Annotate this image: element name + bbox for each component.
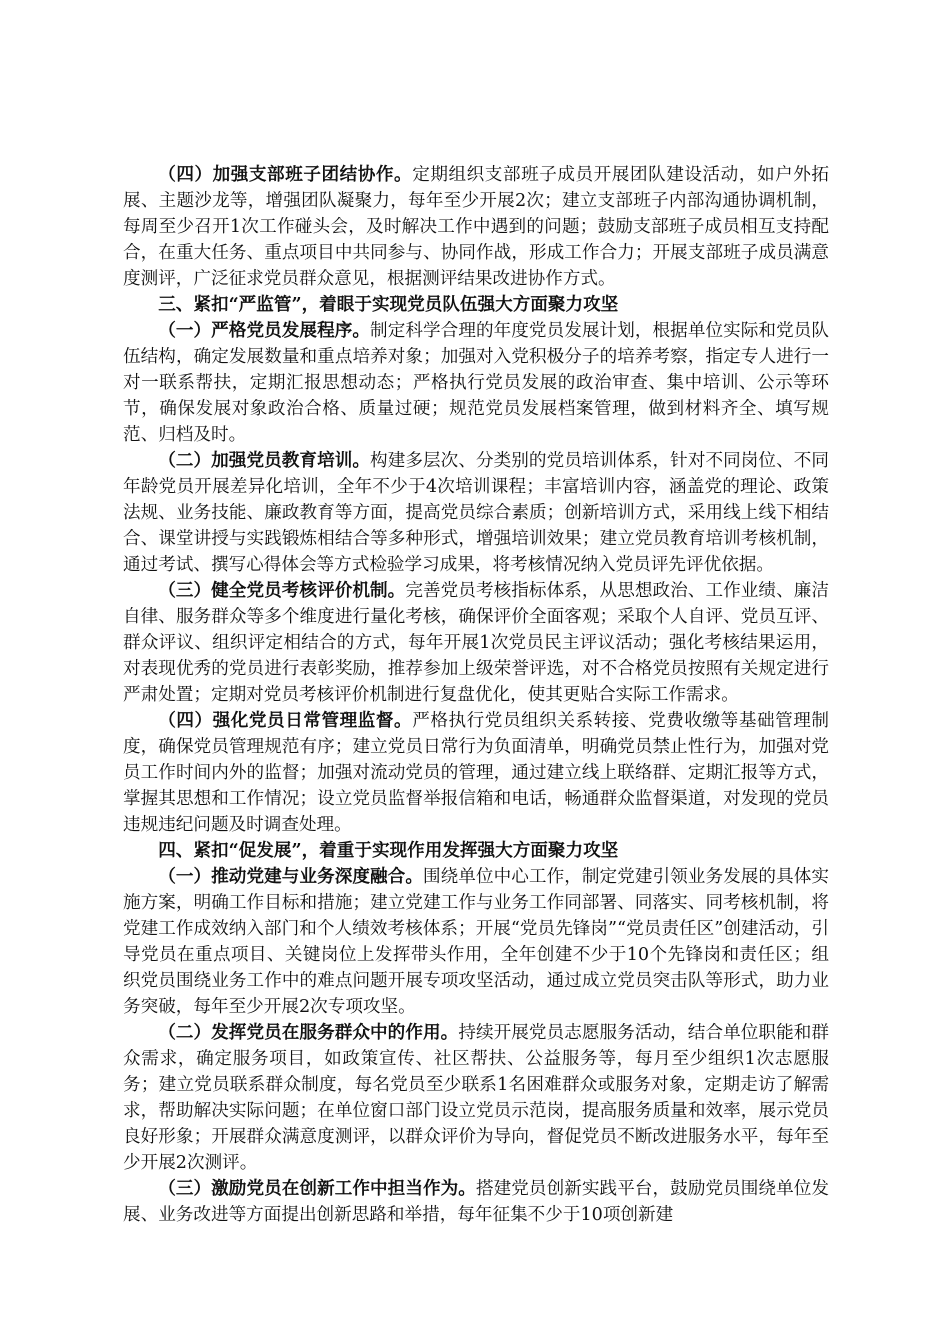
paragraph-party-business-integration	[123, 864, 829, 1020]
paragraph-lead: （四）强化党员日常管理监督。	[158, 710, 413, 731]
paragraph-text: 构建多层次、分类别的党员培训体系，针对不同岗位、不同年龄党员开展差异化培训，全年不少于4次培训课程；丰富培训内容，涵盖党的理论、政策法规、业务技能、廉政教育等方面，提高党员综合素质；创新培训方式，采用线上线下相结合、课堂讲授与实践锻炼相结合等多种形式，增强培训效果；建立党员教育培训考核机制，通过考试、撰写心得体会等方式检验学习成果，将考核情况纳入党员评先评优依据。	[123, 451, 829, 575]
paragraph-daily-supervision	[123, 708, 829, 838]
paragraph-text: 定期组织支部班子成员开展团队建设活动，如户外拓展、主题沙龙等，增强团队凝聚力，每年至少开展2次；建立支部班子内部沟通协调机制，每周至少召开1次工作碰头会，及时解决工作中遇到的问题；鼓励支部班子成员相互支持配合，在重大任务、重点项目中共同参与、协同作战，形成工作合力；开展支部班子成员满意度测评，广泛征求党员群众意见，根据测评结果改进协作方式。	[123, 165, 829, 289]
paragraph-text: 制定科学合理的年度党员发展计划，根据单位实际和党员队伍结构，确定发展数量和重点培养对象；加强对入党积极分子的培养考察，指定专人进行一对一联系帮扶，定期汇报思想动态；严格执行党员发展的政治审查、集中培训、公示等环节，确保发展对象政治合格、质量过硬；规范党员发展档案管理，做到材料齐全、填写规范、归档及时。	[123, 321, 829, 445]
paragraph-text: 严格执行党员组织关系转接、党费收缴等基础管理制度，确保党员管理规范有序；建立党员日常行为负面清单，明确党员禁止性行为，加强对党员工作时间内外的监督；加强对流动党员的管理，通过建立线上联络群、定期汇报等方式，掌握其思想和工作情况；设立党员监督举报信箱和电话，畅通群众监督渠道，对发现的党员违规违纪问题及时调查处理。	[123, 711, 829, 835]
paragraph-lead: （一）推动党建与业务深度融合。	[158, 866, 423, 887]
section-heading-three: 三、紧扣“严监管”，着眼于实现党员队伍强大方面聚力攻坚	[158, 294, 619, 315]
paragraph-text: 完善党员考核指标体系，从思想政治、工作业绩、廉洁自律、服务群众等多个维度进行量化考核，确保评价全面客观；采取个人自评、党员互评、群众评议、组织评定相结合的方式，每年开展1次党员民主评议活动；强化考核结果运用，对表现优秀的党员进行表彰奖励，推荐参加上级荣誉评选，对不合格党员按照有关规定进行严肃处置；定期对党员考核评价机制进行复盘优化，使其更贴合实际工作需求。	[123, 581, 829, 705]
paragraph-text: 持续开展党员志愿服务活动，结合单位职能和群众需求，确定服务项目，如政策宣传、社区帮扶、公益服务等，每月至少组织1次志愿服务；建立党员联系群众制度，每名党员至少联系1名困难群众或服务对象，定期走访了解需求，帮助解决实际问题；在单位窗口部门设立党员示范岗，提高服务质量和效率，展示党员良好形象；开展群众满意度测评，以群众评价为导向，督促党员不断改进服务水平，每年至少开展2次测评。	[123, 1023, 829, 1173]
paragraph-lead: （三）激励党员在创新工作中担当作为。	[158, 1178, 476, 1199]
paragraph-lead: （四）加强支部班子团结协作。	[158, 164, 413, 185]
paragraph-serving-masses	[123, 1020, 829, 1176]
paragraph-member-training	[123, 448, 829, 578]
section-heading-four: 四、紧扣“促发展”，着重于实现作用发挥强大方面聚力攻坚	[158, 840, 619, 861]
paragraph-innovation	[123, 1176, 829, 1228]
paragraph-text: 搭建党员创新实践平台，鼓励党员围绕单位发展、业务改进等方面提出创新思路和举措，每年征集不少于10项创新建	[123, 1179, 829, 1225]
document-page	[123, 162, 829, 1228]
paragraph-lead: （二）加强党员教育培训。	[158, 450, 371, 471]
paragraph-member-development	[123, 318, 829, 448]
paragraph-strengthen-branch-unity	[123, 162, 829, 292]
paragraph-lead: （三）健全党员考核评价机制。	[158, 580, 406, 601]
paragraph-text: 围绕单位中心工作，制定党建引领业务发展的具体实施方案，明确工作目标和措施；建立党建工作与业务工作同部署、同落实、同考核机制，将党建工作成效纳入部门和个人绩效考核体系；开展“党员先锋岗”“党员责任区”创建活动，引导党员在重点项目、关键岗位上发挥带头作用，全年创建不少于10个先锋岗和责任区；组织党员围绕业务工作中的难点问题开展专项攻坚活动，通过成立党员突击队等形式，助力业务突破，每年至少开展2次专项攻坚。	[123, 867, 829, 1017]
paragraph-lead: （一）严格党员发展程序。	[158, 320, 371, 341]
paragraph-member-evaluation	[123, 578, 829, 708]
paragraph-lead: （二）发挥党员在服务群众中的作用。	[158, 1022, 459, 1043]
